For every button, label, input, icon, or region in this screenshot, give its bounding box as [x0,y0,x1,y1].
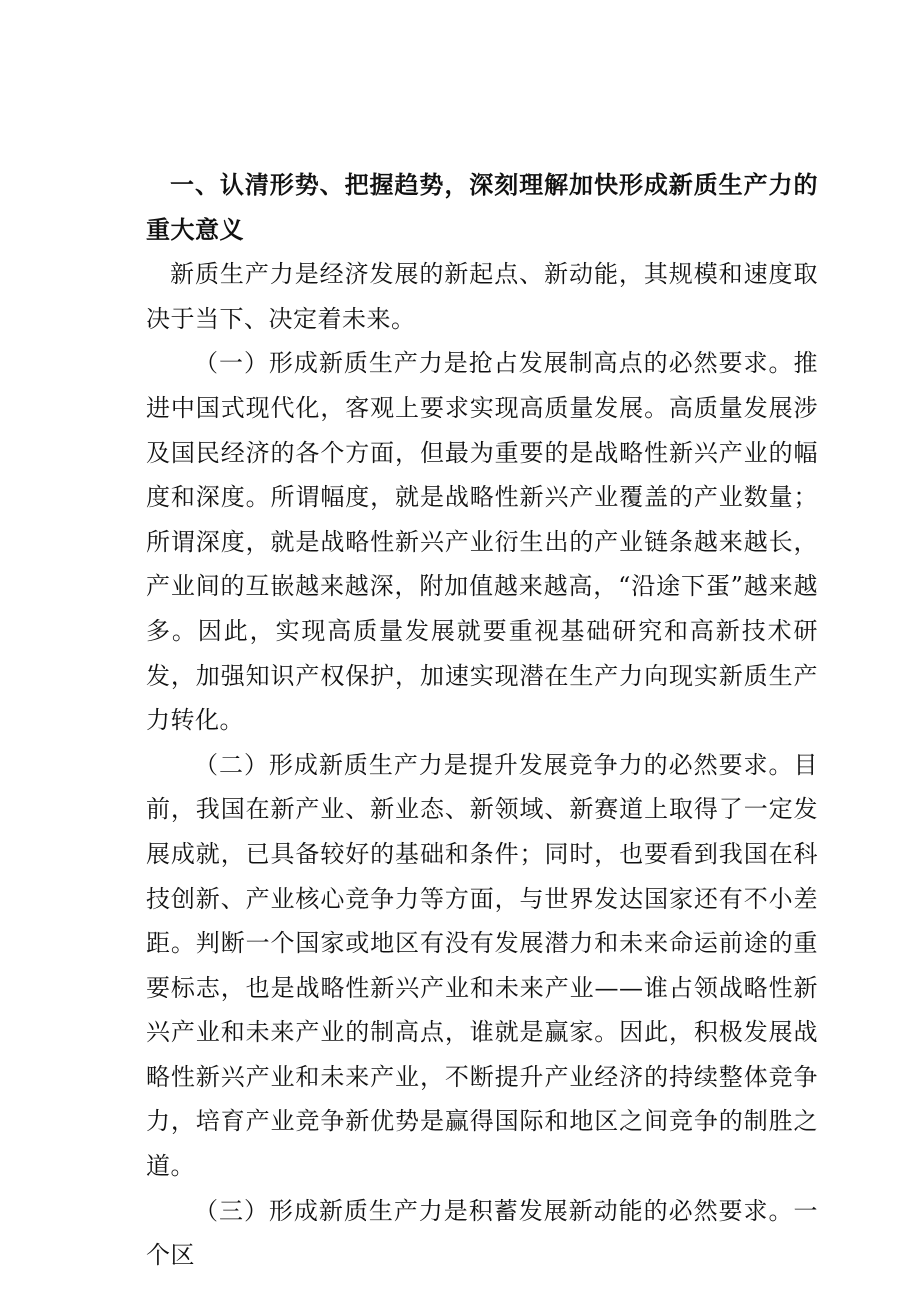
intro-paragraph: 新质生产力是经济发展的新起点、新动能，其规模和速度取决于当下、决定着未来。 [146,260,818,333]
paragraph-2: （二）形成新质生产力是提升发展竞争力的必然要求。目前，我国在新产业、新业态、新领域、新赛道上取得了一定发展成就，已具备较好的基础和条件；同时，也要看到我国在科技创新、产业核心竞争力等方面，与世界发达国家还有不小差距。判断一个国家或地区有没有发展潜力和未来命运前途的重要标志，也是战略性新兴产业和未来产业——谁占领战略性新兴产业和未来产业的制高点，谁就是赢家。因此，积极发展战略性新兴产业和未来产业，不断提升产业经济的持续整体竞争力，培育产业竞争新优势是赢得国际和地区之间竞争的制胜之道。 [146,750,818,1181]
paragraph-3: （三）形成新质生产力是积蓄发展新动能的必然要求。一个区 [146,1196,818,1270]
paragraph-1: （一）形成新质生产力是抢占发展制高点的必然要求。推进中国式现代化，客观上要求实现高质量发展。高质量发展涉及国民经济的各个方面，但最为重要的是战略性新兴产业的幅度和深度。所谓幅度，就是战略性新兴产业覆盖的产业数量；所谓深度，就是战略性新兴产业衍生出的产业链条越来越长，产业间的互嵌越来越深，附加值越来越高，“沿途下蛋”越来越多。因此，实现高质量发展就要重视基础研究和高新技术研发，加强知识产权保护，加速实现潜在生产力向现实新质生产力转化。 [146,349,818,735]
document-body [146,163,818,1278]
section-heading: 一、认清形势、把握趋势，深刻理解加快形成新质生产力的重大意义 [146,171,818,244]
